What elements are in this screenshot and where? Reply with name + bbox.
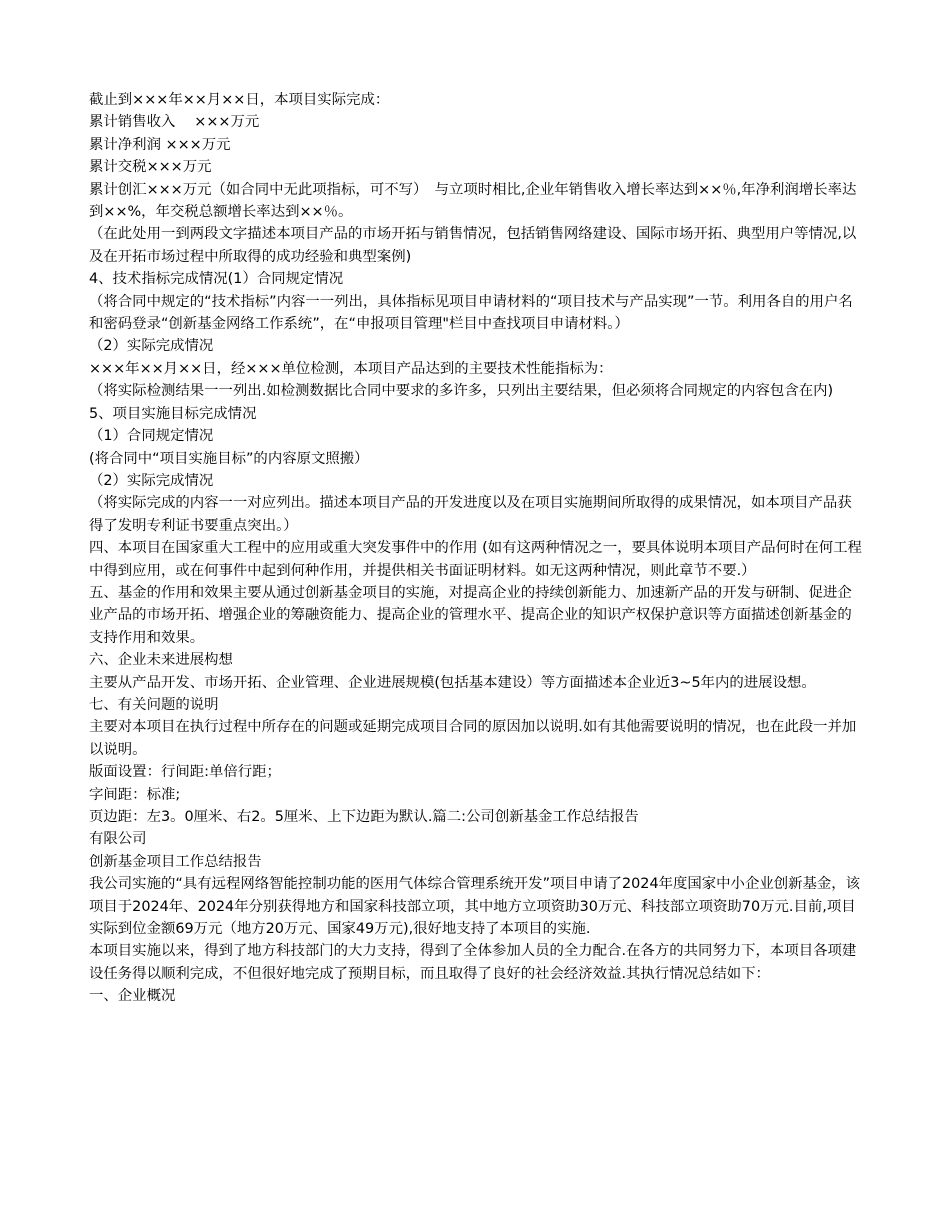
text-paragraph: （在此处用一到两段文字描述本项目产品的市场开拓与销售情况，包括销售网络建设、国际市场开拓、典型用户等情况,以及在开拓市场过程中所取得的成功经验和典型案例) — [89, 226, 857, 265]
section-heading: 5、项目实施目标完成情况 — [89, 405, 257, 422]
text-line: 累计销售收入 ×××万元 — [89, 114, 260, 131]
subsection-heading: （2）实际完成情况 — [89, 472, 214, 489]
text-paragraph: （将实际检测结果一一列出.如检测数据比合同中要求的多许多，只列出主要结果，但必须将合同规定的内容包含在内) — [89, 383, 834, 400]
text-line: 累计交税×××万元 — [89, 159, 212, 176]
text-line: ×××年××月××日，经×××单位检测，本项目产品达到的主要技术性能指标为： — [89, 360, 613, 377]
text-paragraph: 我公司实施的“具有远程网络智能控制功能的医用气体综合管理系统开发”项目申请了2024年度国家中小企业创新基金，该项目于2024年、2024年分别获得地方和国家科技部立项，其中地方立项资助30万元、科技部立项资助70万元.目前,项目实际到位金额69万元（地方20万元、国家49万元),很好地支持了本项目的实施. — [89, 876, 861, 938]
text-paragraph: 累计创汇×××万元（如合同中无此项指标，可不写） 与立项时相比,企业年销售收入增长率达到××％,年净利润增长率达到××%，年交税总额增长率达到××％。 — [89, 181, 857, 221]
text-line: 页边距：左3。0厘米、右2。5厘米、上下边距为默认.篇二:公司创新基金工作总结报告 — [89, 809, 639, 825]
text-paragraph: 四、本项目在国家重大工程中的应用或重大突发事件中的作用 (如有这两种情况之一，要具体说明本项目产品何时在何工程中得到应用，或在何事件中起到何种作用，并提供相关书面证明材料。如无这两种情况，则此章节不要.） — [89, 540, 862, 579]
document-body — [89, 89, 864, 1008]
text-line: 累计净利润 ×××万元 — [89, 136, 231, 153]
report-title: 创新基金项目工作总结报告 — [89, 853, 262, 870]
text-line: 版面设置：行间距:单倍行距； — [89, 764, 281, 781]
text-line: 字间距：标准; — [89, 786, 181, 803]
text-line: (将合同中“项目实施目标”的内容原文照搬） — [89, 450, 369, 467]
section-heading: 4、技术指标完成情况(1）合同规定情况 — [89, 271, 344, 288]
section-heading: 六、企业未来进展构想 — [89, 652, 233, 669]
section-heading: 一、企业概况 — [89, 988, 176, 1005]
text-paragraph: （将合同中规定的“技术指标”内容一一列出，具体指标见项目申请材料的“项目技术与产品实现”一节。利用各自的用户名和密码登录“创新基金网络工作系统”，在“申报项目管理"栏目中查找项目申请材料。） — [89, 293, 853, 333]
text-paragraph: 主要从产品开发、市场开拓、企业管理、企业进展规模(包括基本建设）等方面描述本企业近3~5年内的进展设想。 — [89, 674, 816, 691]
text-line: 有限公司 — [89, 831, 147, 848]
section-heading: 七、有关问题的说明 — [89, 696, 219, 713]
subsection-heading: （2）实际完成情况 — [89, 338, 214, 355]
text-line: 截止到×××年××月××日，本项目实际完成： — [89, 92, 390, 108]
subsection-heading: （1）合同规定情况 — [89, 428, 214, 445]
text-paragraph: 主要对本项目在执行过程中所存在的问题或延期完成项目合同的原因加以说明.如有其他需要说明的情况，也在此段一并加以说明。 — [89, 719, 857, 758]
text-paragraph: （将实际完成的内容一一对应列出。描述本项目产品的开发进度以及在项目实施期间所取得的成果情况，如本项目产品获得了发明专利证书要重点突出。） — [89, 495, 852, 534]
text-paragraph: 五、基金的作用和效果主要从通过创新基金项目的实施，对提高企业的持续创新能力、加速新产品的开发与研制、促进企业产品的市场开拓、增强企业的筹融资能力、提高企业的管理水平、提高企业的知识产权保护意识等方面描述创新基金的支持作用和效果。 — [89, 584, 852, 646]
text-paragraph: 本项目实施以来，得到了地方科技部门的大力支持，得到了全体参加人员的全力配合.在各方的共同努力下，本项目各项建设任务得以顺利完成，不但很好地完成了预期目标，而且取得了良好的社会经济效益.其执行情况总结如下： — [89, 943, 857, 982]
